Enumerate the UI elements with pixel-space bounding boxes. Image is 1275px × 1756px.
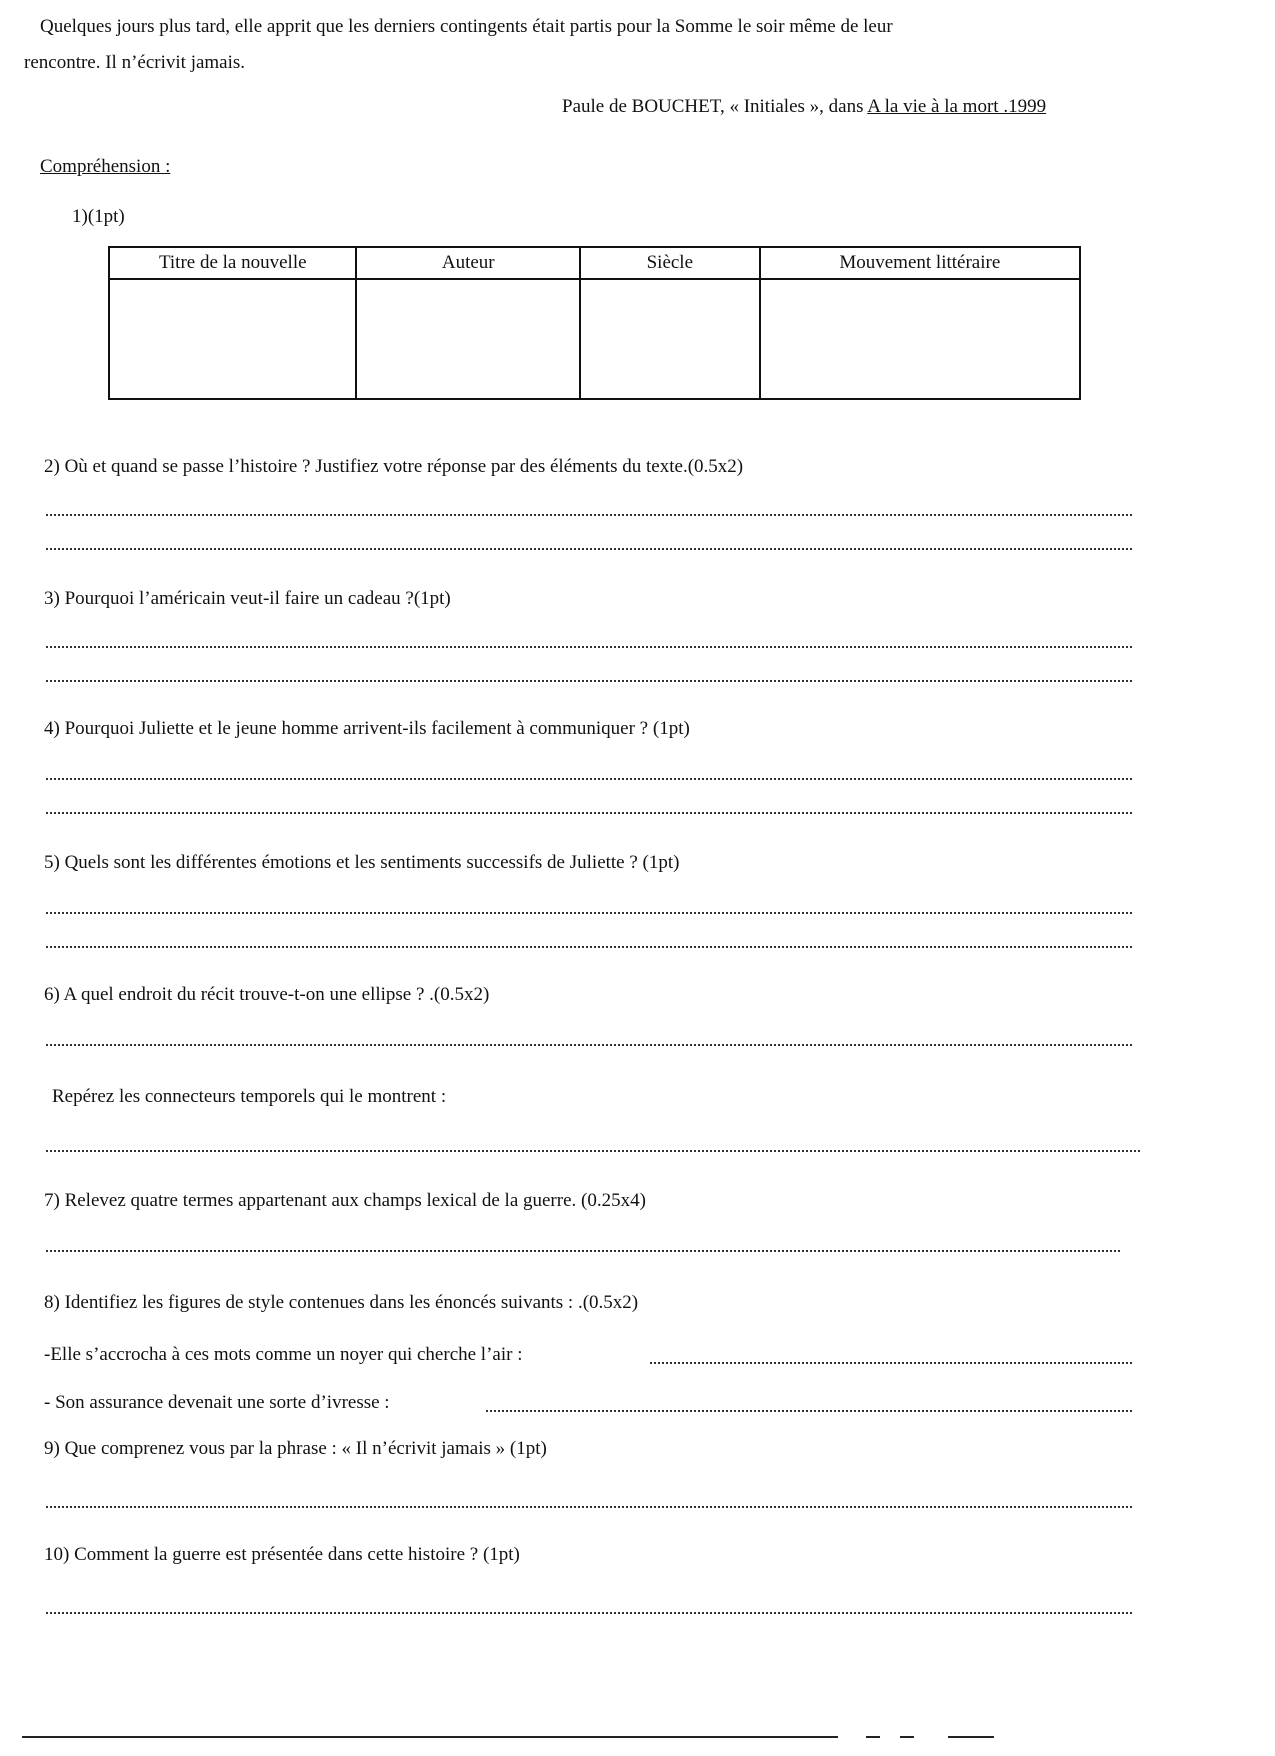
table-header-row	[109, 247, 1080, 279]
answer-line[interactable]	[46, 1250, 1120, 1252]
answer-cell-author[interactable]	[356, 279, 580, 399]
answer-line[interactable]	[46, 548, 1132, 550]
question-7: 7) Relevez quatre termes appartenant aux champs lexical de la guerre. (0.25x4)	[44, 1190, 646, 1211]
question-4: 4) Pourquoi Juliette et le jeune homme arrivent-ils facilement à communiquer ? (1pt)	[44, 718, 690, 739]
answer-cell-century[interactable]	[580, 279, 760, 399]
answer-line[interactable]	[46, 1612, 1132, 1614]
table-answer-row	[109, 279, 1080, 399]
question-10: 10) Comment la guerre est présentée dans cette histoire ? (1pt)	[44, 1544, 520, 1565]
answer-line[interactable]	[46, 946, 1132, 948]
answer-line[interactable]	[46, 812, 1132, 814]
question-1-label: 1)(1pt)	[72, 206, 125, 227]
statement-8a: -Elle s’accrocha à ces mots comme un noyer qui cherche l’air :	[44, 1344, 523, 1365]
header-author: Auteur	[356, 247, 580, 279]
intro-line-2: rencontre. Il n’écrivit jamais.	[24, 52, 246, 73]
citation-work: A la vie à la mort .1999	[867, 96, 1047, 117]
answer-line[interactable]	[46, 680, 1132, 682]
answer-line[interactable]	[46, 514, 1132, 516]
header-title: Titre de la nouvelle	[109, 247, 356, 279]
section-title: Compréhension :	[40, 156, 171, 177]
question-6b: Repérez les connecteurs temporels qui le montrent :	[52, 1086, 447, 1107]
question-8: 8) Identifiez les figures de style contenues dans les énoncés suivants : .(0.5x2)	[44, 1292, 639, 1313]
footer-rule-dash	[866, 1736, 880, 1738]
footer-rule-end	[948, 1736, 994, 1738]
answer-line[interactable]	[46, 1150, 1140, 1152]
footer-rule-dash	[900, 1736, 914, 1738]
identification-table	[108, 246, 1081, 400]
question-2: 2) Où et quand se passe l’histoire ? Justifiez votre réponse par des éléments du texte.(0.5x2)	[44, 456, 744, 477]
question-6: 6) A quel endroit du récit trouve-t-on une ellipse ? .(0.5x2)	[44, 984, 490, 1005]
answer-cell-title[interactable]	[109, 279, 356, 399]
footer-rule	[22, 1736, 838, 1738]
answer-line[interactable]	[486, 1410, 1132, 1412]
citation	[562, 96, 1046, 118]
statement-8b: - Son assurance devenait une sorte d’ivresse :	[44, 1392, 390, 1413]
question-9: 9) Que comprenez vous par la phrase : « Il n’écrivit jamais » (1pt)	[44, 1438, 547, 1459]
header-movement: Mouvement littéraire	[760, 247, 1080, 279]
answer-line[interactable]	[46, 1044, 1132, 1046]
answer-cell-movement[interactable]	[760, 279, 1080, 399]
question-3: 3) Pourquoi l’américain veut-il faire un cadeau ?(1pt)	[44, 588, 451, 609]
intro-line-1: Quelques jours plus tard, elle apprit que les derniers contingents était partis pour la Somme le soir même de leur	[40, 16, 893, 37]
header-century: Siècle	[580, 247, 760, 279]
answer-line[interactable]	[46, 646, 1132, 648]
answer-line[interactable]	[650, 1362, 1132, 1364]
answer-line[interactable]	[46, 912, 1132, 914]
answer-line[interactable]	[46, 1506, 1132, 1508]
question-5: 5) Quels sont les différentes émotions et les sentiments successifs de Juliette ? (1pt)	[44, 852, 680, 873]
citation-prefix: Paule de BOUCHET, « Initiales », dans	[562, 96, 868, 117]
answer-line[interactable]	[46, 778, 1132, 780]
